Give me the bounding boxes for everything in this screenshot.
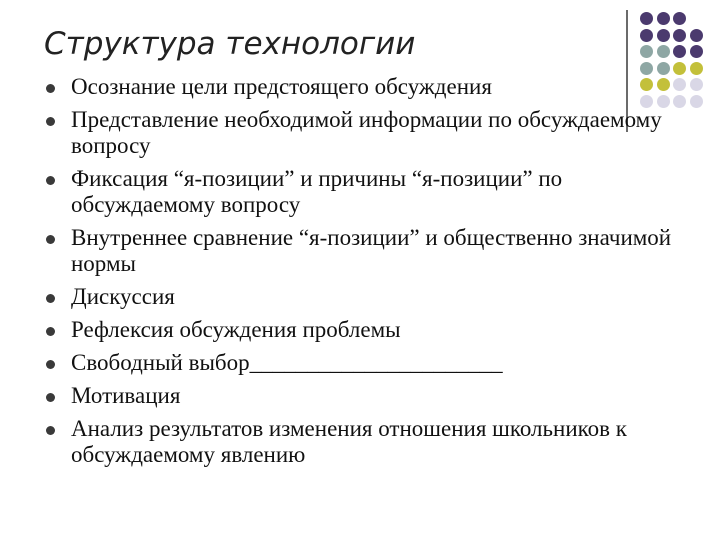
list-item — [44, 166, 704, 218]
decor-dot — [673, 12, 686, 25]
list-item-text: Мотивация — [71, 383, 181, 408]
bullet-icon — [46, 235, 55, 244]
bullet-icon — [46, 117, 55, 126]
decor-dot — [673, 29, 686, 42]
decor-dot — [640, 45, 653, 58]
list-item — [44, 107, 704, 159]
decor-dot — [690, 45, 703, 58]
list-item-text: Рефлексия обсуждения проблемы — [71, 317, 401, 342]
decor-dot — [673, 45, 686, 58]
bullet-icon — [46, 426, 55, 435]
decor-dot — [690, 29, 703, 42]
list-item — [44, 74, 704, 100]
list-item — [44, 225, 704, 277]
bullet-icon — [46, 176, 55, 185]
decor-dot — [657, 29, 670, 42]
list-item — [44, 416, 704, 468]
list-item — [44, 317, 704, 343]
decor-dot — [640, 62, 653, 75]
decor-dot — [657, 45, 670, 58]
bullet-icon — [46, 84, 55, 93]
bullet-icon — [46, 360, 55, 369]
decor-dot — [657, 62, 670, 75]
list-item-text: Осознание цели предстоящего обсуждения — [71, 74, 492, 99]
bullet-icon — [46, 327, 55, 336]
decor-dot — [640, 29, 653, 42]
list-item-text: Внутреннее сравнение “я-позиции” и общественно значимой нормы — [71, 225, 672, 276]
list-item-text: Фиксация “я-позиции” и причины “я-позиции” по обсуждаемому вопросу — [71, 166, 563, 217]
decor-dot — [673, 62, 686, 75]
list-item — [44, 284, 704, 310]
bullet-icon — [46, 393, 55, 402]
bullet-list — [44, 74, 704, 475]
list-item-text: Свободный выбор______________________ — [71, 350, 503, 375]
slide-title: Структура технологии — [44, 26, 416, 62]
decor-dot — [640, 12, 653, 25]
bullet-icon — [46, 294, 55, 303]
list-item — [44, 383, 704, 409]
list-item-text: Анализ результатов изменения отношения школьников к обсуждаемому явлению — [71, 416, 627, 467]
decor-dot — [690, 62, 703, 75]
decor-dot — [657, 12, 670, 25]
list-item-text: Представление необходимой информации по обсуждаемому вопросу — [71, 107, 662, 158]
list-item — [44, 350, 704, 376]
list-item-text: Дискуссия — [71, 284, 175, 309]
